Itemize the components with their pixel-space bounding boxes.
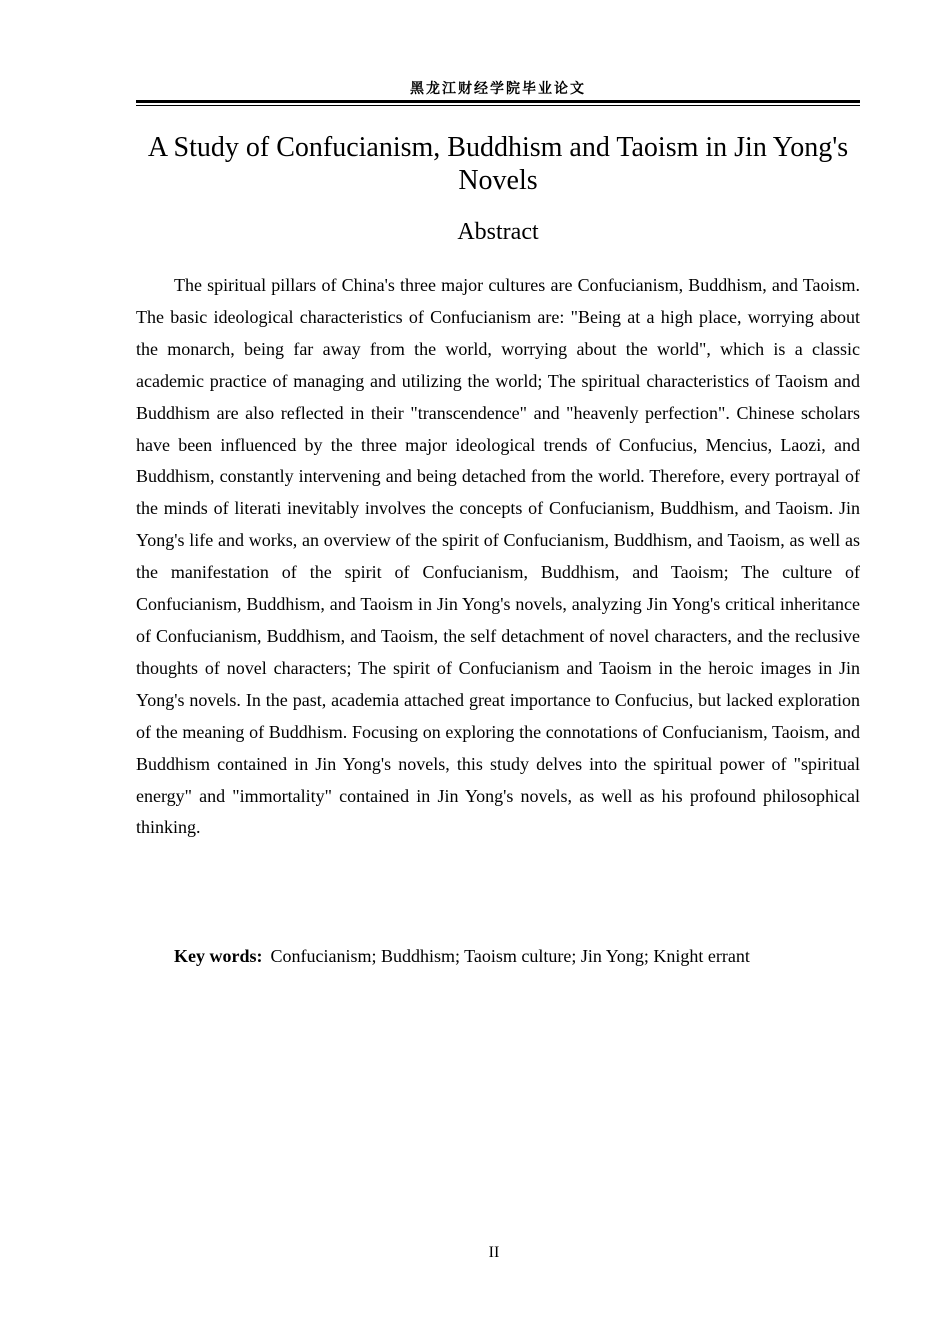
paper-title: A Study of Confucianism, Buddhism and Taoism in Jin Yong's Novels [147,132,849,196]
abstract-heading: Abstract [457,219,539,245]
running-header: 黑龙江财经学院毕业论文 [410,81,586,97]
page-number: II [488,1244,500,1261]
abstract-body: The spiritual pillars of China's three major cultures are Confucianism, Buddhism, and Taoism. The basic ideological characteristics of Confucianism are: "Being at a high place, worrying about the monarch, being far away from the world, worrying about the world", which is a classic academic practice of managing and utilizing the world; The spiritual characteristics of Taoism and Buddhism are also reflected in their "transcendence" and "heavenly perfection". Chinese scholars have been influenced by the three major ideological trends of Confucius, Mencius, Laozi, and Buddhism, constantly intervening and being detached from the world. Therefore, every portrayal of the minds of literati inevitably involves the concepts of Confucianism, Buddhism, and Taoism. Jin Yong's life and works, an overview of the spirit of Confucianism, Buddhism, and Taoism, as well as the manifestation of the spirit of Confucianism, Buddhism, and Taoism; The culture of Confucianism, Buddhism, and Taoism in Jin Yong's novels, analyzing Jin Yong's critical inheritance of Confucianism, Buddhism, and Taoism, the self detachment of novel characters, and the reclusive thoughts of novel characters; The spirit of Confucianism and Taoism in the heroic images in Jin Yong's novels. In the past, academia attached great importance to Confucius, but lacked exploration of the meaning of Buddhism. Focusing on exploring the connotations of Confucianism, Taoism, and Buddhism contained in Jin Yong's novels, this study delves into the spiritual power of "spiritual energy" and "immortality" contained in Jin Yong's novels, as well as his profound philosophical thinking. [136,275,860,838]
keywords-line [174,941,860,971]
keywords-label: Key words: [174,946,263,966]
keywords-value: Confucianism; Buddhism; Taoism culture; Jin Yong; Knight errant [270,946,750,966]
header-rule-thick [136,100,860,103]
header-rule-thin [136,105,860,106]
